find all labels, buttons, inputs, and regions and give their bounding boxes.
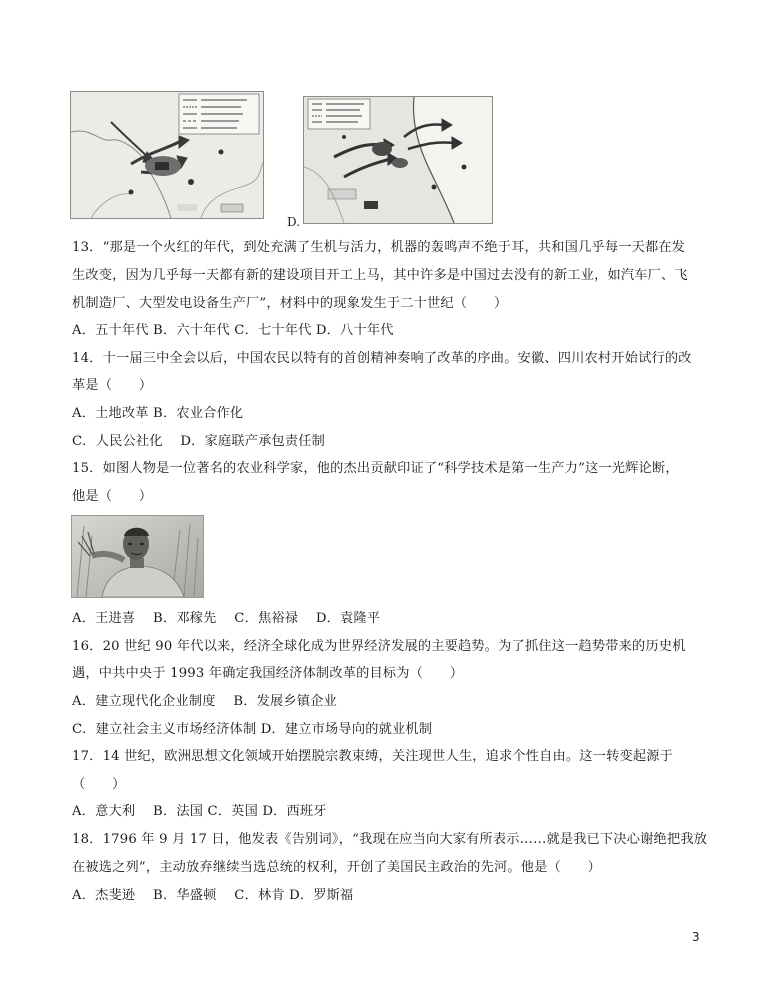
q16-options-line-2: C．建立社会主义市场经济体制 D．建立市场导向的就业机制	[72, 722, 433, 737]
q17-options: A．意大利 B．法国 C．英国 D．西班牙	[72, 804, 327, 819]
q16-stem-line-2: 遇，中共中央于 1993 年确定我国经济体制改革的目标为（ ）	[72, 666, 464, 681]
figure-option-d-label: D.	[287, 215, 301, 229]
q14-stem-line-2: 革是（ ）	[72, 378, 153, 393]
q18-stem-line-1: 18．1796 年 9 月 17 日，他发表《告别词》，“我现在应当向大家有所表示……就是我已下决心谢绝把我放	[72, 832, 708, 847]
q15-options: A．王进喜 B．邓稼先 C．焦裕禄 D．袁隆平	[72, 611, 381, 626]
battle-map-left-drawing	[71, 92, 263, 218]
q14-options-line-1: A．土地改革 B．农业合作化	[72, 406, 244, 421]
battle-map-figure-right	[303, 96, 493, 224]
q13-options: A．五十年代 B．六十年代 C．七十年代 D．八十年代	[72, 323, 394, 338]
q16-options-line-1: A．建立现代化企业制度 B．发展乡镇企业	[72, 694, 337, 709]
scientist-photo-drawing	[72, 516, 203, 597]
q13-stem-line-1: 13．“那是一个火红的年代，到处充满了生机与活力，机器的轰鸣声不绝于耳，共和国几乎每一天都在发	[72, 240, 686, 255]
scientist-photo	[71, 515, 204, 598]
q17-stem-line-1: 17．14 世纪，欧洲思想文化领域开始摆脱宗教束缚，关注现世人生，追求个性自由。这一转变起源于	[72, 749, 674, 764]
q13-stem-line-2: 生改变，因为几乎每一天都有新的建设项目开工上马，其中许多是中国过去没有的新工业，如汽车厂、飞	[72, 268, 688, 283]
q15-stem-line-2: 他是（ ）	[72, 489, 153, 504]
page-number: 3	[692, 930, 700, 944]
q14-options-line-2: C．人民公社化 D．家庭联产承包责任制	[72, 434, 326, 449]
q18-options: A．杰斐逊 B．华盛顿 C．林肯 D．罗斯福	[72, 888, 354, 903]
battle-map-figure-left	[70, 91, 264, 219]
q15-stem-line-1: 15．如图人物是一位著名的农业科学家，他的杰出贡献印证了“科学技术是第一生产力”这一光辉论断，	[72, 461, 679, 476]
battle-map-right-drawing	[304, 97, 492, 223]
q18-stem-line-2: 在被选之列”，主动放弃继续当选总统的权利，开创了美国民主政治的先河。他是（ ）	[72, 860, 602, 875]
q17-stem-line-2: （ ）	[72, 777, 126, 792]
q14-stem-line-1: 14．十一届三中全会以后，中国农民以特有的首创精神奏响了改革的序曲。安徽、四川农村开始试行的改	[72, 351, 692, 366]
q13-stem-line-3: 机制造厂、大型发电设备生产厂”，材料中的现象发生于二十世纪（ ）	[72, 296, 508, 311]
q16-stem-line-1: 16．20 世纪 90 年代以来，经济全球化成为世界经济发展的主要趋势。为了抓住这一趋势带来的历史机	[72, 639, 686, 654]
